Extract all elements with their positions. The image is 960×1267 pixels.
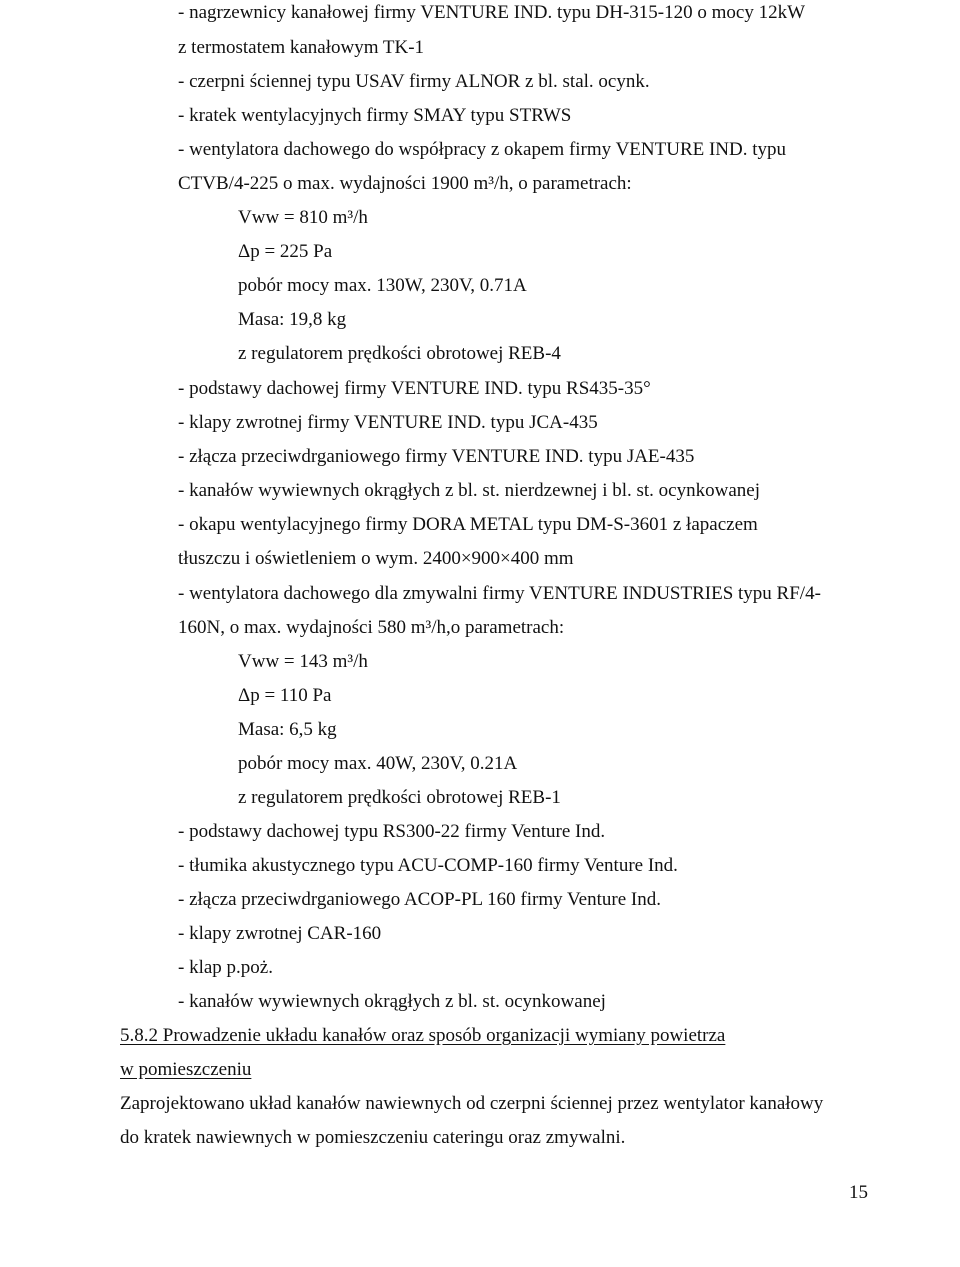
list-item: - nagrzewnicy kanałowej firmy VENTURE IND. typu DH-315-120 o mocy 12kW [178, 2, 806, 23]
list-item-continuation: CTVB/4-225 o max. wydajności 1900 m³/h, o parametrach: [178, 173, 632, 194]
list-item: - wentylatora dachowego do współpracy z okapem firmy VENTURE IND. typu [178, 139, 787, 160]
list-item: - kanałów wywiewnych okrągłych z bl. st. ocynkowanej [178, 991, 606, 1012]
list-item: - podstawy dachowej firmy VENTURE IND. typu RS435-35° [178, 378, 651, 399]
parameter-line: Vww = 143 m³/h [238, 651, 368, 672]
parameter-line: Δp = 110 Pa [238, 685, 332, 706]
parameter-line: z regulatorem prędkości obrotowej REB-4 [238, 343, 561, 364]
list-item-continuation: z termostatem kanałowym TK-1 [178, 37, 425, 58]
list-item: - złącza przeciwdrganiowego ACOP-PL 160 firmy Venture Ind. [178, 889, 661, 910]
parameter-line: Δp = 225 Pa [238, 241, 333, 262]
list-item-continuation: 160N, o max. wydajności 580 m³/h,o parametrach: [178, 617, 565, 638]
parameter-line: Vww = 810 m³/h [238, 207, 368, 228]
list-item: - klapy zwrotnej CAR-160 [178, 923, 382, 944]
list-item: - klapy zwrotnej firmy VENTURE IND. typu JCA-435 [178, 412, 598, 433]
body-paragraph: Zaprojektowano układ kanałów nawiewnych od czerpni ściennej przez wentylator kanałowy [120, 1093, 824, 1114]
section-heading-continuation: w pomieszczeniu [120, 1059, 252, 1080]
parameter-line: Masa: 6,5 kg [238, 719, 337, 740]
body-paragraph-continuation: do kratek nawiewnych w pomieszczeniu cateringu oraz zmywalni. [120, 1127, 626, 1148]
page-number: 15 [849, 1182, 868, 1203]
section-heading: 5.8.2 Prowadzenie układu kanałów oraz sposób organizacji wymiany powietrza [120, 1025, 726, 1046]
list-item: - okapu wentylacyjnego firmy DORA METAL typu DM-S-3601 z łapaczem [178, 514, 758, 535]
parameter-line: pobór mocy max. 130W, 230V, 0.71A [238, 275, 527, 296]
list-item: - kanałów wywiewnych okrągłych z bl. st. nierdzewnej i bl. st. ocynkowanej [178, 480, 760, 501]
list-item: - podstawy dachowej typu RS300-22 firmy Venture Ind. [178, 821, 606, 842]
parameter-line: z regulatorem prędkości obrotowej REB-1 [238, 787, 561, 808]
list-item-continuation: tłuszczu i oświetleniem o wym. 2400×900×400 mm [178, 548, 574, 569]
parameter-line: pobór mocy max. 40W, 230V, 0.21A [238, 753, 518, 774]
list-item: - kratek wentylacyjnych firmy SMAY typu STRWS [178, 105, 572, 126]
list-item: - klap p.poż. [178, 957, 273, 978]
list-item: - czerpni ściennej typu USAV firmy ALNOR z bl. stal. ocynk. [178, 71, 650, 92]
parameter-line: Masa: 19,8 kg [238, 309, 347, 330]
list-item: - złącza przeciwdrganiowego firmy VENTURE IND. typu JAE-435 [178, 446, 695, 467]
list-item: - tłumika akustycznego typu ACU-COMP-160 firmy Venture Ind. [178, 855, 678, 876]
list-item: - wentylatora dachowego dla zmywalni firmy VENTURE INDUSTRIES typu RF/4- [178, 583, 821, 604]
